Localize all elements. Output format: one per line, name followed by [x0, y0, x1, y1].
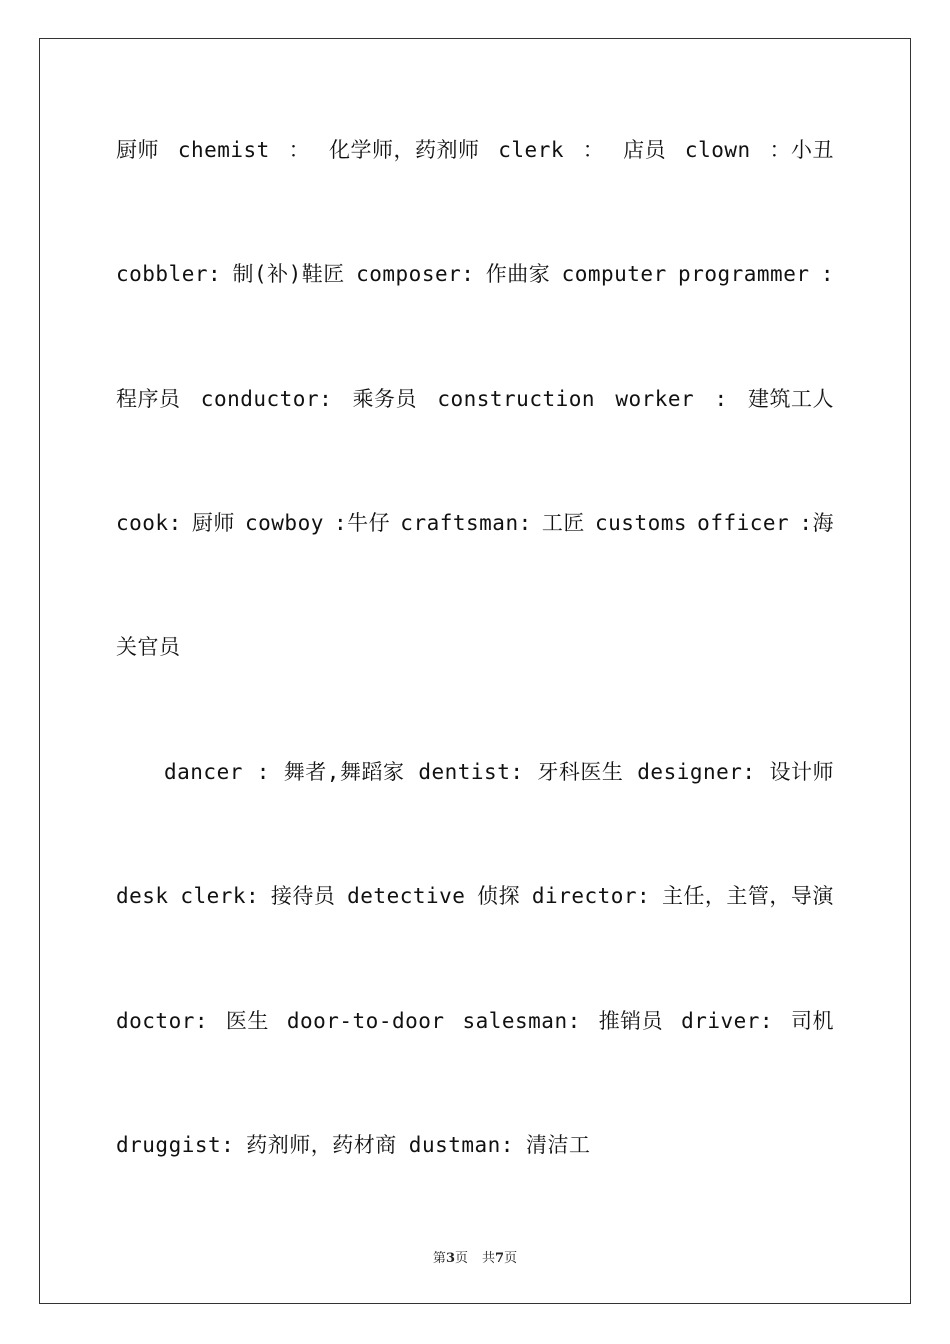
- text-segment: salesman:: [462, 1009, 581, 1033]
- text-segment: 设计师: [769, 760, 834, 784]
- text-segment: 制(补)鞋匠: [232, 262, 345, 286]
- text-segment: 牙科医生: [537, 760, 624, 784]
- page-number-footer: [0, 1247, 950, 1266]
- text-line: [116, 1004, 834, 1038]
- text-segment: 建筑工人: [747, 387, 834, 411]
- text-segment: craftsman:: [400, 511, 532, 535]
- text-segment: director:: [531, 884, 651, 908]
- text-segment: designer:: [637, 760, 756, 784]
- page-label-prefix: 第: [432, 1251, 446, 1266]
- text-segment: :牛仔: [334, 511, 391, 535]
- text-line: [116, 382, 834, 416]
- page-label-suffix: 页: [454, 1251, 468, 1266]
- text-segment: programmer: [678, 262, 810, 286]
- text-segment: cook:: [116, 511, 182, 535]
- text-line: [116, 879, 834, 913]
- text-segment: 侦探: [477, 884, 521, 908]
- text-segment: desk: [116, 884, 169, 908]
- text-segment: ：: [288, 138, 311, 162]
- text-line: [116, 133, 834, 167]
- text-segment: doctor:: [116, 1009, 209, 1033]
- text-segment: 厨师: [116, 138, 159, 162]
- text-segment: 清洁工: [525, 1133, 591, 1157]
- text-segment: worker: [615, 387, 695, 411]
- text-line: [116, 257, 834, 291]
- text-segment: conductor:: [200, 387, 333, 411]
- text-segment: clerk:: [180, 884, 260, 908]
- text-segment: :: [714, 387, 728, 411]
- text-segment: :海: [799, 511, 834, 535]
- page-border: [39, 38, 911, 1304]
- text-segment: 推销员: [598, 1009, 664, 1033]
- text-segment: 厨师: [191, 511, 235, 535]
- text-segment: dancer: [164, 760, 243, 784]
- text-line: [116, 630, 834, 664]
- text-segment: 接待员: [270, 884, 336, 908]
- total-label-suffix: 页: [504, 1251, 518, 1266]
- text-segment: 乘务员: [352, 387, 418, 411]
- text-segment: druggist:: [116, 1133, 235, 1157]
- text-line: [116, 506, 834, 540]
- text-segment: ：: [582, 138, 605, 162]
- text-segment: door-to-door: [286, 1009, 445, 1033]
- text-line: [116, 1128, 834, 1162]
- text-segment: ：小丑: [769, 138, 834, 162]
- text-segment: customs: [595, 511, 688, 535]
- text-segment: driver:: [681, 1009, 774, 1033]
- text-segment: 店员: [623, 138, 667, 162]
- text-segment: 化学师，药剂师: [328, 138, 480, 162]
- text-segment: construction: [437, 387, 596, 411]
- text-segment: composer:: [356, 262, 475, 286]
- page-current: 3: [445, 1251, 455, 1266]
- text-segment: 舞者,舞蹈家: [283, 760, 405, 784]
- text-line: [116, 755, 834, 789]
- text-segment: officer: [697, 511, 790, 535]
- text-segment: chemist: [177, 138, 270, 162]
- text-segment: 工匠: [541, 511, 585, 535]
- text-segment: dentist:: [418, 760, 524, 784]
- text-segment: 医生: [225, 1009, 269, 1033]
- total-label-prefix: 共: [482, 1251, 496, 1266]
- text-segment: 关官员: [116, 635, 181, 659]
- text-segment: 药剂师，药材商: [246, 1133, 397, 1157]
- text-segment: 程序员: [116, 387, 181, 411]
- text-segment: 司机: [790, 1009, 834, 1033]
- text-segment: clerk: [498, 138, 564, 162]
- text-segment: computer: [561, 262, 667, 286]
- text-segment: 主任，主管，导演: [661, 884, 834, 908]
- page-total: 7: [495, 1251, 505, 1266]
- text-segment: :: [256, 760, 270, 784]
- text-segment: detective: [347, 884, 466, 908]
- text-segment: cobbler:: [116, 262, 222, 286]
- text-segment: dustman:: [408, 1133, 514, 1157]
- text-segment: :: [820, 262, 834, 286]
- text-segment: 作曲家: [485, 262, 551, 286]
- text-segment: clown: [684, 138, 751, 162]
- text-segment: cowboy: [245, 511, 324, 535]
